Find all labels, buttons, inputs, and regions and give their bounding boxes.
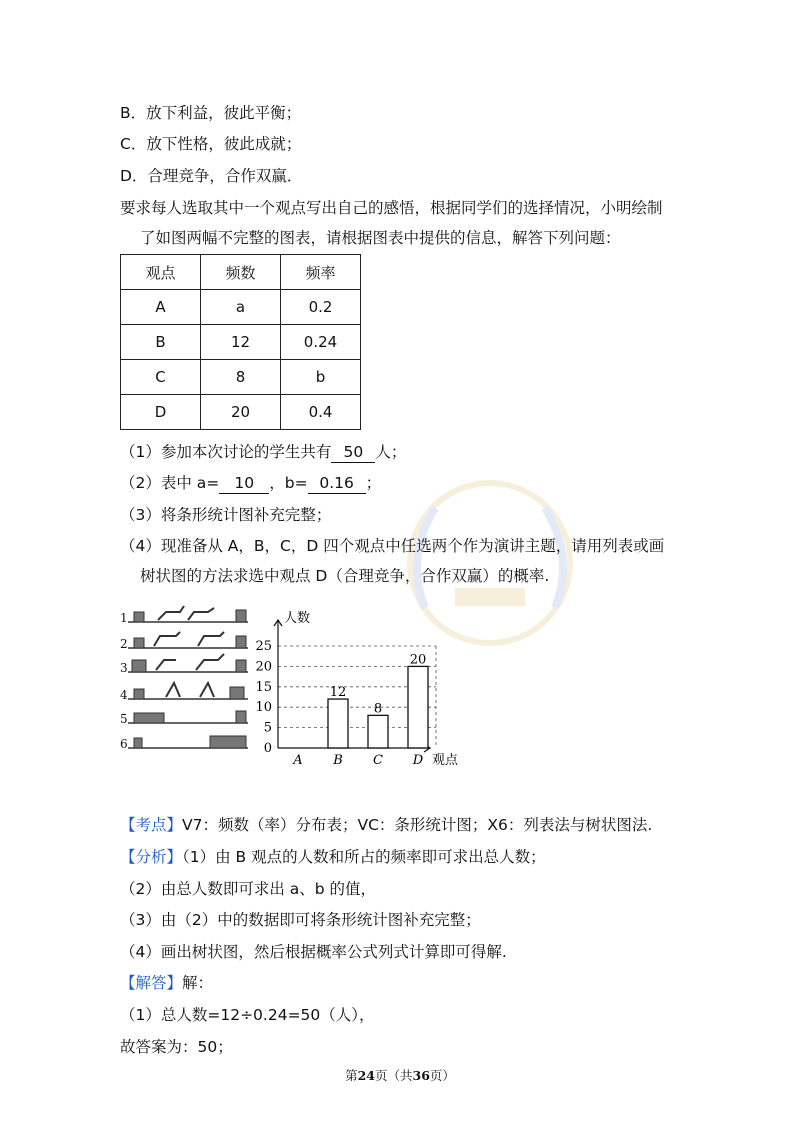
- jieda-tag: 【解答】: [120, 974, 183, 992]
- header-cell: 频数: [201, 255, 281, 290]
- picture-number: 5: [120, 712, 128, 726]
- table-cell: D: [121, 395, 201, 430]
- x-axis-label: 观点: [432, 753, 459, 768]
- jieda-step-2: 故答案为：50；: [120, 1038, 233, 1056]
- table-cell: C: [121, 360, 201, 395]
- header-cell: 观点: [121, 255, 201, 290]
- table-cell: 0.2: [281, 290, 361, 325]
- table-cell: A: [121, 290, 201, 325]
- intro-line-1: 要求每人选取其中一个观点写出自己的感悟，根据同学们的选择情况，小明绘制: [120, 199, 663, 217]
- fenxi-tag: 【分析】: [120, 848, 183, 866]
- page-footer: [0, 1066, 800, 1084]
- question-4-line-1: （4）现准备从 A，B，C，D 四个观点中任选两个作为演讲主题，请用列表或画: [120, 537, 665, 555]
- donkey-story-illustration: [128, 606, 248, 748]
- question-4-line-2: 树状图的方法求选中观点 D（合理竞争，合作双赢）的概率.: [140, 567, 550, 585]
- jieda-text: 解：: [182, 974, 214, 992]
- kaodian-tag: 【考点】: [120, 816, 183, 834]
- footer-mid: 页（共: [374, 1068, 413, 1083]
- table-row: [121, 290, 361, 325]
- question-3: （3）将条形统计图补充完整；: [120, 506, 332, 524]
- table-row: [121, 395, 361, 430]
- fenxi-line: [120, 847, 546, 867]
- q1-answer: 50: [331, 442, 375, 463]
- fenxi-text: （1）由 B 观点的人数和所占的频率即可求出总人数；: [182, 848, 546, 866]
- jieda-step-1: （1）总人数=12÷0.24=50（人），: [120, 1006, 375, 1024]
- option-c: C．放下性格，彼此成就；: [120, 135, 302, 153]
- bar-chart: [255, 610, 459, 768]
- fenxi-step-4: （4）画出树状图，然后根据概率公式列式计算即可得解.: [120, 943, 507, 961]
- table-row: [121, 325, 361, 360]
- picture-number: 6: [120, 737, 128, 751]
- table-cell: 12: [201, 325, 281, 360]
- question-1: [120, 442, 406, 463]
- table-row: [121, 360, 361, 395]
- table-cell: 20: [201, 395, 281, 430]
- picture-number: 1: [120, 611, 128, 625]
- q1-text: （1）参加本次讨论的学生共有: [120, 443, 332, 461]
- footer-pre: 第: [345, 1068, 358, 1083]
- y-tick-label: 25: [255, 639, 272, 654]
- q2-answer-b: 0.16: [308, 473, 366, 494]
- bar-D: [408, 666, 428, 748]
- y-tick-label: 15: [255, 679, 272, 695]
- total-pages: 36: [412, 1068, 430, 1083]
- y-tick-label: 0: [263, 741, 272, 756]
- q2-answer-a: 10: [219, 473, 269, 494]
- bar-data-label: 12: [329, 685, 347, 701]
- option-d: D．合理竞争，合作双赢．: [120, 167, 303, 185]
- table-cell: a: [201, 290, 281, 325]
- bar-data-label: 20: [409, 652, 427, 668]
- x-tick-label: D: [412, 753, 424, 768]
- figure-panel: [118, 602, 498, 774]
- q2-mid: ，b=: [269, 474, 308, 492]
- table-cell: 0.4: [281, 395, 361, 430]
- picture-number: 3: [120, 661, 128, 675]
- current-page: 24: [357, 1068, 375, 1083]
- picture-number: 2: [120, 637, 128, 651]
- jieda-line: [120, 973, 213, 993]
- bar-C: [368, 715, 388, 748]
- y-tick-label: 20: [255, 659, 272, 675]
- option-b: B．放下利益，彼此平衡；: [120, 104, 302, 122]
- y-tick-label: 5: [263, 720, 272, 736]
- x-tick-label: B: [333, 753, 343, 768]
- table-cell: b: [281, 360, 361, 395]
- x-tick-label: C: [373, 753, 383, 768]
- table-cell: 8: [201, 360, 281, 395]
- q2-suffix: ；: [365, 474, 382, 492]
- picture-numbers: [120, 611, 128, 751]
- kaodian-line: [120, 815, 652, 835]
- q2-text: （2）表中 a=: [120, 474, 220, 492]
- bar-B: [328, 699, 348, 748]
- footer-post: 页）: [429, 1068, 455, 1083]
- table-header-row: [121, 255, 361, 290]
- picture-number: 4: [120, 688, 128, 702]
- header-cell: 频率: [281, 255, 361, 290]
- kaodian-text: V7：频数（率）分布表；VC：条形统计图；X6：列表法与树状图法.: [182, 816, 653, 834]
- intro-line-2: 了如图两幅不完整的图表，请根据图表中提供的信息，解答下列问题：: [140, 229, 621, 247]
- fenxi-step-2: （2）由总人数即可求出 a、b 的值，: [120, 880, 377, 898]
- fenxi-step-3: （3）由（2）中的数据即可将条形统计图补充完整；: [120, 911, 481, 929]
- table-cell: B: [121, 325, 201, 360]
- x-tick-label: A: [293, 753, 303, 768]
- question-2: [120, 473, 381, 494]
- bar-data-label: 8: [373, 701, 383, 717]
- table-cell: 0.24: [281, 325, 361, 360]
- frequency-table: [120, 254, 361, 430]
- q1-suffix: 人；: [375, 443, 407, 461]
- y-tick-label: 10: [255, 700, 272, 716]
- y-axis-label: 人数: [284, 611, 311, 626]
